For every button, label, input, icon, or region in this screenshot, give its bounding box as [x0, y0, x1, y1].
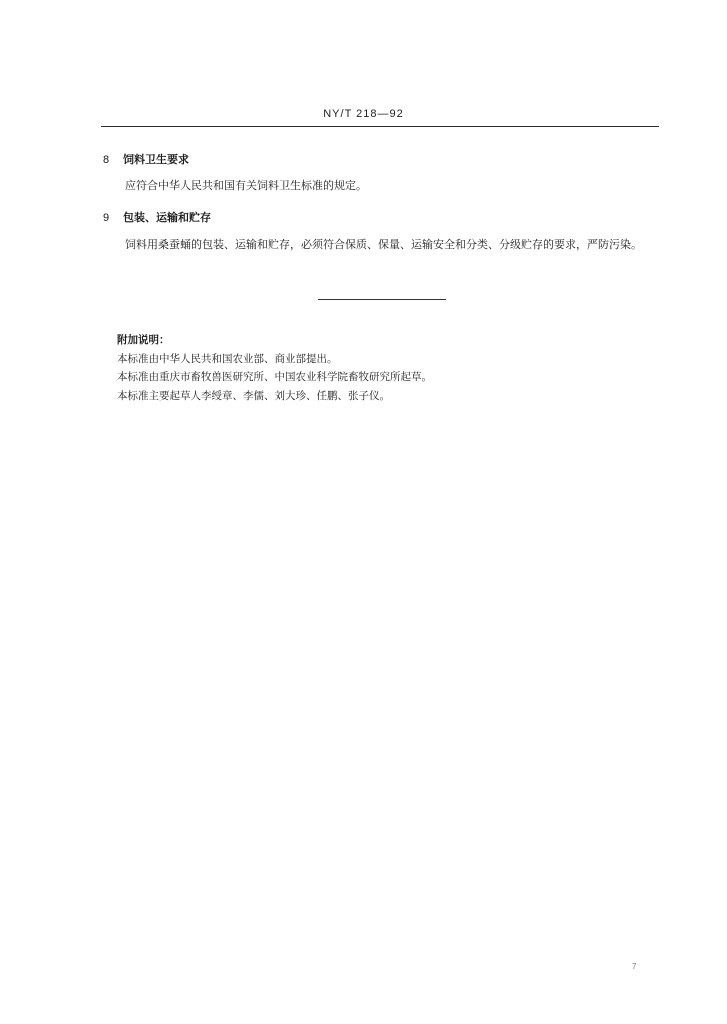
section-divider [318, 299, 446, 300]
additional-notes [117, 331, 432, 405]
section-8-number: 8 [103, 154, 110, 166]
page-number: 7 [632, 962, 637, 971]
section-9-number: 9 [103, 212, 110, 224]
section-9-title: 包装、运输和贮存 [123, 211, 211, 224]
section-9-body: 饲料用桑蚕蛹的包装、运输和贮存，必须符合保质、保量、运输安全和分类、分级贮存的要求，严防污染。 [125, 238, 642, 251]
section-8-body: 应符合中华人民共和国有关饲料卫生标准的规定。 [125, 179, 367, 192]
section-8-heading [103, 151, 189, 167]
header-rule [101, 126, 659, 127]
notes-line-proposer: 本标准由中华人民共和国农业部、商业部提出。 [117, 352, 338, 365]
section-8-title: 饲料卫生要求 [123, 153, 189, 166]
notes-line-authors: 本标准主要起草人李绶章、李儒、刘大珍、任鹏、张子仪。 [117, 389, 390, 402]
section-9-heading [103, 209, 211, 225]
notes-line-drafter: 本标准由重庆市畜牧兽医研究所、中国农业科学院畜牧研究所起草。 [117, 371, 432, 383]
notes-title: 附加说明： [117, 334, 170, 346]
standard-code: NY/T 218—92 [323, 108, 404, 120]
